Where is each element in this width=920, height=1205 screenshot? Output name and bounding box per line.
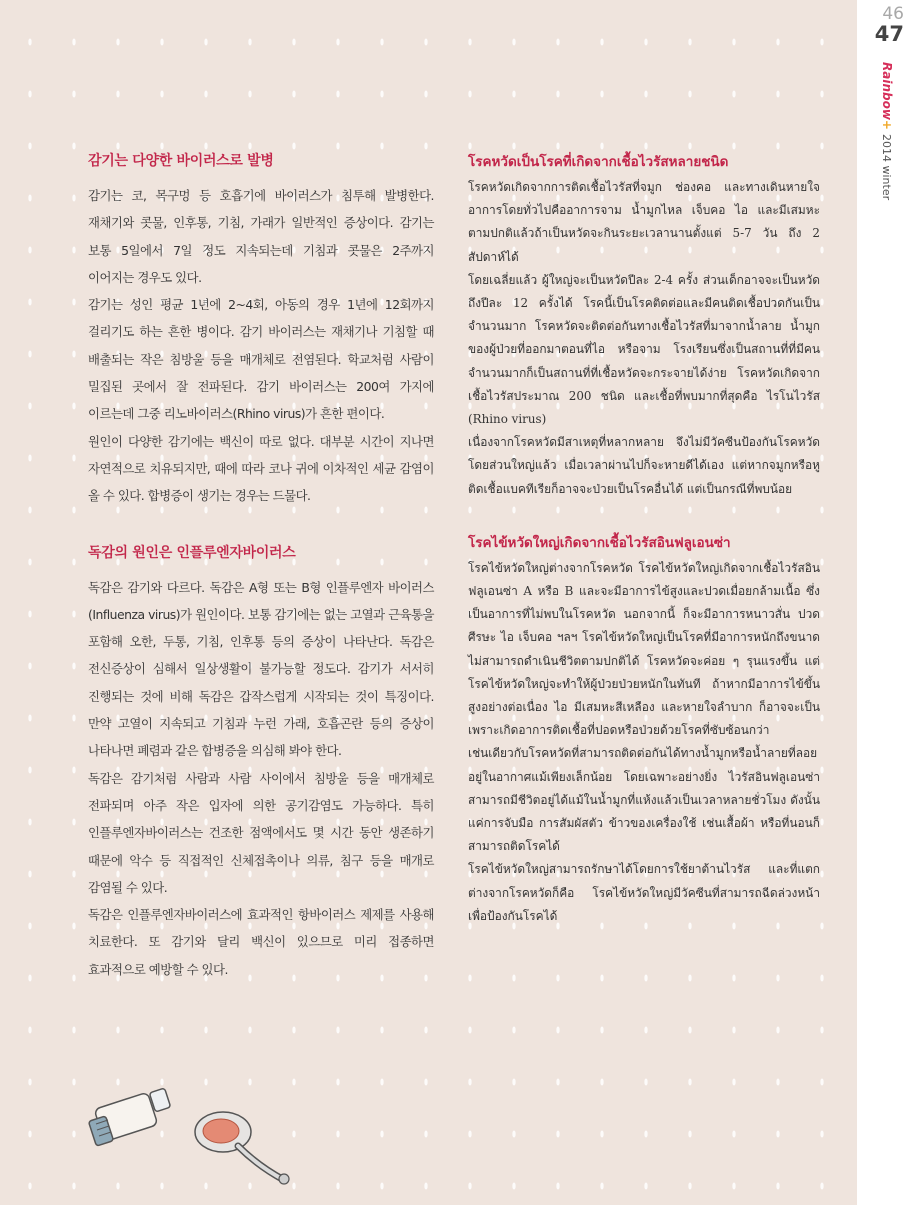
magazine-brand bbox=[872, 62, 900, 201]
section-heading-cold-thai: โรคหวัดเป็นโรคที่เกิดจากเชื้อไวรัสหลายชนิด bbox=[468, 154, 729, 170]
spoon-icon bbox=[195, 1112, 289, 1184]
paragraph: 원인이 다양한 감기에는 백신이 따로 없다. 대부분 시간이 지나면 자연적으로 치유되지만, 때에 따라 코나 귀에 이차적인 세균 감염이 올 수 있다. 합병증이 생기는 경우는 드물다. bbox=[88, 433, 434, 504]
paragraph: เนื่องจากโรคหวัดมีสาเหตุที่หลากหลาย จึงไม่มีวัคซีนป้องกันโรคหวัด โดยส่วนใหญ่แล้ว เมื่อเวลาผ่านไปก็จะหายดีได้เอง แต่หากจมูกหรือหูติดเชื้อแบคทีเรียก็อาจจะป่วยเป็นโรคอื่นได้ แต่เป็นกรณีที่พบน้อย bbox=[468, 435, 820, 496]
paragraph: 독감은 감기와 다르다. 독감은 A형 또는 B형 인플루엔자 바이러스(Influenza virus)가 원인이다. 보통 감기에는 없는 고열과 근육통을 포함해 오한, 두통, 기침, 인후통 등의 증상이 나타난다. 독감은 전신증상이 심해서 일상생활이 불가능할 정도다. 감기가 서서히 진행되는 것에 비해 독감은 갑작스럽게 시작되는 것이 특징이다. 만약 고열이 지속되고 기침과 누런 가래, 호흡곤란 등의 증상이 나타나면 폐렴과 같은 합병증을 의심해 봐야 한다. bbox=[88, 579, 434, 759]
brand-logo: Rainbow+ bbox=[880, 62, 894, 130]
page-numbers bbox=[875, 6, 904, 45]
thai-column bbox=[468, 150, 820, 928]
issue-label: 2014 winter bbox=[880, 133, 893, 201]
paragraph: 감기는 성인 평균 1년에 2~4회, 아동의 경우 1년에 12회까지 걸리기도 하는 흔한 병이다. 감기 바이러스는 재채기나 기침할 때 배출되는 작은 침방울 등을 매개체로 전염된다. 학교처럼 사람이 밀집된 곳에서 잘 전파된다. 감기 바이러스는 200여 가지에 이르는데 그중 리노바이러스(Rhino virus)가 흔한 편이다. bbox=[88, 297, 434, 422]
page-number-right: 47 bbox=[874, 22, 904, 46]
page-number-left: 46 bbox=[882, 4, 904, 24]
paragraph: โรคไข้หวัดใหญ่สามารถรักษาได้โดยการใช้ยาต้านไวรัส และที่แตกต่างจากโรคหวัดก็คือ โรคไข้หวัดใหญ่มีวัคซีนที่สามารถฉีดล่วงหน้าเพื่อป้องกันโรคได้ bbox=[468, 862, 820, 923]
paragraph: 독감은 인플루엔자바이러스에 효과적인 항바이러스 제제를 사용해 치료한다. 또 감기와 달리 백신이 있으므로 미리 접종하면 효과적으로 예방할 수 있다. bbox=[88, 907, 434, 977]
section-heading-flu-thai: โรคไข้หวัดใหญ่เกิดจากเชื้อไวรัสอินฟลูเอนซ่า bbox=[468, 534, 731, 551]
korean-column bbox=[88, 150, 434, 983]
section-heading-cold: 감기는 다양한 바이러스로 발병 bbox=[88, 153, 274, 169]
paragraph: โดยเฉลี่ยแล้ว ผู้ใหญ่จะเป็นหวัดปีละ 2-4 ครั้ง ส่วนเด็กอาจจะเป็นหวัดถึงปีละ 12 ครั้งได้ โรคนี้เป็นโรคติดต่อและมีคนติดเชื้อปวดกันเป็นจำนวนมาก โรคหวัดจะติดต่อกันทางเชื้อไวรัสที่มาจากน้ำลาย น้ำมูกของผู้ป่วยที่ออกมาตอนที่ไอ หรือจาม โรงเรียนซึ่งเป็นสถานที่ที่มีคนจำนวนมากก็เป็นสถานที่ที่เชื้อหวัดจะกระจายได้ง่าย โรคหวัดเกิดจากเชื้อไวรัสประมาณ 200 ชนิด และเชื้อที่พบมากที่สุดคือ ไรโนไวรัส (Rhino virus) bbox=[468, 272, 820, 427]
paragraph: โรคไข้หวัดใหญ่ต่างจากโรคหวัด โรคไข้หวัดใหญ่เกิดจากเชื้อไวรัสอินฟลูเอนซ่า A หรือ B และจะมีอาการไข้สูงและปวดเมื่อยกล้ามเนื้อ ซึ่งเป็นอาการที่ไม่พบในโรคหวัด นอกจากนี้ ก็จะมีอาการหนาวสั่น ปวดศีรษะ ไอ เจ็บคอ ฯลฯ โรคไข้หวัดใหญ่เป็นโรคที่มีอาการหนักถึงขนาดไม่สามารถดำเนินชีวิตตามปกติได้ โรคหวัดจะค่อย ๆ รุนแรงขึ้น แต่โรคไข้หวัดใหญ่จะทำให้ผู้ป่วยป่วยหนักในทันที ถ้าหากมีอาการไข้ขึ้นสูงอย่างต่อเนื่อง ไอ มีเสมหะสีเหลือง และหายใจลำบาก ก็อาจจะเป็นเพราะเกิดอาการติดเชื้อที่ปอดหรือป่วยด้วยโรคที่ซับซ้อนกว่า bbox=[468, 560, 820, 738]
paragraph: 감기는 코, 목구멍 등 호흡기에 바이러스가 침투해 발병한다. 재채기와 콧물, 인후통, 기침, 가래가 일반적인 증상이다. 감기는 보통 5일에서 7일 정도 지속되는데 기침과 콧물은 2주까지 이어지는 경우도 있다. bbox=[88, 188, 434, 285]
paragraph: โรคหวัดเกิดจากการติดเชื้อไวรัสที่จมูก ช่องคอ และทางเดินหายใจ อาการโดยทั่วไปคืออาการจาม น้ำมูกไหล เจ็บคอ ไอ และมีเสมหะ ตามปกติแล้วถ้าเป็นหวัดจะกินระยะเวลานานตั้งแต่ 5-7 วัน ถึง 2 สัปดาห์ได้ bbox=[468, 180, 820, 264]
paragraph: 독감은 감기처럼 사람과 사람 사이에서 침방울 등을 매개체로 전파되며 아주 작은 입자에 의한 공기감염도 가능하다. 특히 인플루엔자바이러스는 건조한 점액에서도 몇 시간 동안 생존하기 때문에 악수 등 직접적인 신체접촉이나 의류, 침구 등을 매개로 감염될 수 있다. bbox=[88, 770, 434, 895]
pill-bottle-icon bbox=[88, 1088, 170, 1146]
paragraph: เช่นเดียวกับโรคหวัดที่สามารถติดต่อกันได้ทางน้ำมูกหรือน้ำลายที่ลอยอยู่ในอากาศแม้เพียงเล็กน้อย โดยเฉพาะอย่างยิ่ง ไวรัสอินฟลูเอนซ่าสามารถมีชีวิตอยู่ได้แม้ในน้ำมูกที่แห้งแล้วเป็นเวลาหลายชั่วโมง ดังนั้นแค่การจับมือ การสัมผัสตัว ข้าวของเครื่องใช้ เช่นเสื้อผ้า หรือที่นอนก็สามารถติดโรคได้ bbox=[468, 746, 820, 854]
section-heading-flu: 독감의 원인은 인플루엔자바이러스 bbox=[88, 544, 296, 561]
medicine-illustration bbox=[88, 1088, 308, 1188]
